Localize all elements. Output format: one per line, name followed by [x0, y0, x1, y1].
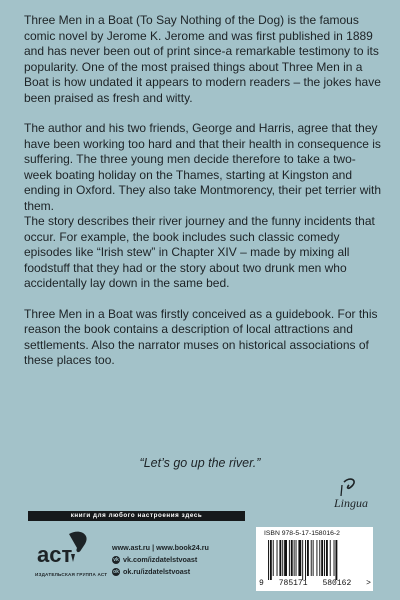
barcode-bar — [307, 540, 309, 576]
vk-icon: vk — [113, 557, 119, 563]
barcode-bar — [321, 540, 323, 576]
vk-row — [112, 554, 209, 566]
paragraph-guidebook: Three Men in a Boat was firstly conceived as a guidebook. For this reason the book contains a description of local attractions and settlements. Also the narrator muses on historical associations of these places too. — [24, 306, 378, 367]
ast-emblem-icon — [35, 528, 97, 572]
paragraph-plot: The author and his two friends, George and Harris, agree that they have been working too hard and that their health in consequence is suffering. The three young men decide therefore to take a two-week boating holiday on the Thames, starting at Kingston and ending in Oxford. They also take Montmorency, their pet terrier with them. — [24, 121, 382, 213]
isbn-text: ISBN 978-5-17-158016-2 — [264, 530, 340, 537]
barcode-bar — [284, 540, 287, 576]
paragraph-story: The story describes their river journey and the funny incidents that occur. For example, the book includes such classic comedy episodes like “Irish stew” in Chapter XIV – made by mixing all foodstuff that they had or the story about two drunk men who accidentally lay down in the same bed. — [24, 214, 375, 290]
barcode-bar — [296, 540, 297, 576]
barcode-bar — [324, 540, 325, 576]
barcode-icon — [266, 540, 364, 580]
barcode-bar — [302, 540, 303, 580]
barcode-bar — [270, 540, 272, 580]
barcode-bar — [316, 540, 317, 576]
barcode-bar — [326, 540, 328, 576]
cover-quote: “Let’s go up the river.” — [139, 456, 261, 470]
barcode-bar — [335, 540, 337, 580]
barcode-bar — [277, 540, 278, 576]
barcode-bar — [298, 540, 301, 576]
barcode-bar — [279, 540, 281, 576]
barcode-bar — [330, 540, 331, 576]
barcode-bar — [282, 540, 283, 576]
barcode-bar — [319, 540, 320, 576]
blurb-text — [24, 13, 382, 384]
barcode-end-mark: > — [366, 579, 371, 588]
barcode-bar — [334, 540, 335, 576]
ok-link[interactable]: ok.ru/izdatelstvoast — [123, 567, 191, 576]
barcode-bar — [291, 540, 293, 576]
barcode-left-group: 785171 — [278, 579, 308, 588]
barcode-right-group: 580162 — [322, 579, 352, 588]
barcode-bar — [313, 540, 314, 576]
barcode-bar — [289, 540, 290, 576]
barcode-box — [256, 527, 373, 591]
barcode-bar — [311, 540, 312, 576]
barcode-bar — [305, 540, 306, 580]
barcode-digits — [259, 579, 371, 588]
ok-icon: ok — [113, 569, 119, 575]
websites-row — [112, 542, 209, 554]
ast-wordmark-text: аст — [37, 542, 73, 567]
publisher-tagline: книги для любого настроения здесь — [28, 511, 245, 521]
publisher-links — [112, 542, 209, 578]
barcode-bar — [294, 540, 295, 576]
barcode-bar — [273, 540, 274, 576]
websites-link[interactable]: www.ast.ru | www.book24.ru — [112, 543, 209, 552]
ast-group-caption: ИЗДАТЕЛЬСКАЯ ГРУППА АСТ — [35, 572, 108, 577]
lingua-wordmark: Lingua — [334, 496, 369, 510]
barcode-bar — [268, 540, 269, 580]
lingua-logo — [328, 476, 374, 514]
barcode-first-digit: 9 — [259, 579, 264, 588]
ok-row — [112, 566, 209, 578]
paragraph-intro: Three Men in a Boat (To Say Nothing of the Dog) is the famous comic novel by Jerome K. Jerome and was first published in 1889 and has never been out of print since-a remarkable testimony to its popularity. One of the most praised things about Three Men in a Boat is how undated it appears to modern readers – the jokes have been praised as fresh and witty. — [24, 13, 381, 105]
ast-logo — [35, 528, 108, 577]
vk-link[interactable]: vk.com/izdatelstvoast — [123, 555, 198, 564]
